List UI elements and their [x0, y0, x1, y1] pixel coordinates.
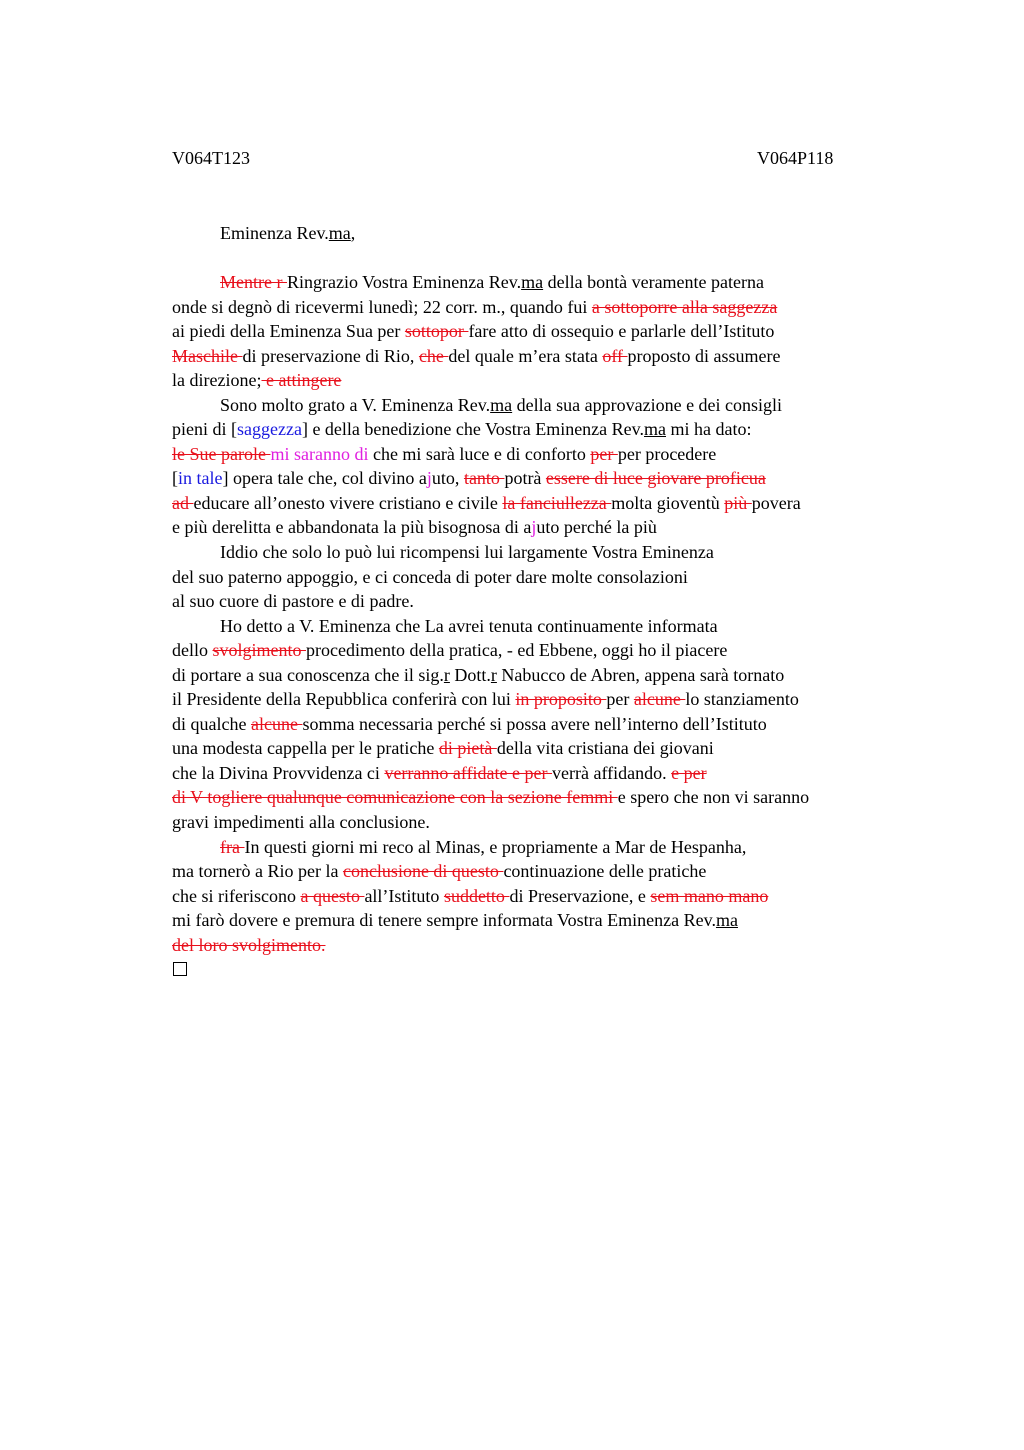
- letter-line: [172, 687, 912, 712]
- letter-line: [172, 565, 912, 590]
- deleted-text: fra: [220, 836, 245, 857]
- letter-line: [172, 393, 912, 418]
- letter-line: [172, 663, 912, 688]
- text-segment: [: [172, 468, 178, 489]
- text-segment: lo stanziamento: [685, 689, 799, 710]
- text-segment: Dott.: [449, 664, 491, 685]
- letter-line: [172, 614, 912, 639]
- deleted-text: e per: [671, 762, 707, 783]
- text-segment: il Presidente della Repubblica conferirà con lui: [172, 689, 516, 710]
- deleted-text: tanto: [463, 468, 505, 489]
- deleted-text: sem mano mano: [650, 885, 769, 906]
- letter-line: [172, 540, 912, 565]
- inserted-text: j: [531, 517, 537, 538]
- letter-line: [172, 344, 912, 369]
- text-segment: di qualche: [172, 713, 251, 734]
- text-segment: Ho detto a V. Eminenza che La avrei tenuta continuamente informata: [220, 615, 718, 636]
- text-segment: uto perché la più: [536, 517, 657, 538]
- text-segment: di portare a sua conoscenza che il sig.: [172, 664, 444, 685]
- text-segment: onde si degnò di ricevermi lunedì; 22 corr. m., quando fui: [172, 296, 592, 317]
- letter-line: [172, 515, 912, 540]
- text-segment: di Preservazione, e: [509, 885, 651, 906]
- text-segment: molta gioventù: [611, 492, 725, 513]
- letter-line: [172, 295, 912, 320]
- salutation-comma: ,: [350, 223, 356, 243]
- abbreviation-underlined: r: [443, 664, 450, 685]
- deleted-text: le Sue parole: [172, 443, 271, 464]
- text-segment: In questi giorni mi reco al Minas, e propriamente a Mar de Hespanha,: [244, 836, 747, 857]
- letter-line: [172, 761, 912, 786]
- letter-line: [172, 785, 912, 810]
- bracketed-insertion: saggezza: [237, 419, 302, 440]
- deleted-text: la fanciullezza: [502, 492, 612, 513]
- abbreviation-underlined: ma: [521, 272, 544, 292]
- deleted-text: verranno affidate e per: [384, 762, 553, 783]
- text-segment: Sono molto grato a V. Eminenza Rev.: [220, 394, 491, 415]
- text-segment: continuazione delle pratiche: [503, 861, 707, 882]
- text-segment: mi ha dato:: [666, 419, 752, 440]
- letter-line: [172, 417, 912, 442]
- letter-line: [172, 712, 912, 737]
- text-segment: che la Divina Provvidenza ci: [172, 762, 385, 783]
- salutation-text: Eminenza Rev.: [220, 223, 329, 243]
- text-segment: Nabucco de Abren, appena sarà tornato: [496, 664, 785, 685]
- deleted-text: sottopor: [404, 321, 469, 342]
- text-segment: ] e della benedizione che Vostra Eminenza Rev.: [301, 419, 644, 440]
- text-segment: educare all’onesto vivere cristiano e civile: [193, 492, 503, 513]
- deleted-text: di pietà: [438, 738, 497, 759]
- letter-line: [172, 491, 912, 516]
- end-of-document-box-icon: [173, 962, 187, 976]
- document-code-left: V064T123: [172, 148, 250, 168]
- deleted-text: Mentre r: [220, 272, 287, 292]
- text-segment: dello: [172, 640, 213, 661]
- salutation: [220, 222, 355, 244]
- end-marker-line: [172, 957, 912, 982]
- letter-line: [172, 368, 912, 393]
- deleted-text: che: [418, 345, 449, 366]
- salutation-abbrev: ma: [328, 223, 351, 243]
- deleted-text: alcune: [250, 713, 303, 734]
- inserted-text: j: [426, 468, 432, 489]
- text-segment: della sua approvazione e dei consigli: [512, 394, 783, 415]
- letter-line: [172, 933, 912, 958]
- deleted-text: suddetto: [443, 885, 510, 906]
- deleted-text: più: [724, 492, 752, 513]
- text-segment: uto,: [431, 468, 464, 489]
- text-segment: ] opera tale che, col divino a: [222, 468, 427, 489]
- deleted-text: e attingere: [261, 370, 342, 391]
- text-segment: della vita cristiana dei giovani: [496, 738, 714, 759]
- abbreviation-underlined: ma: [715, 910, 738, 931]
- text-segment: del quale m’era stata: [448, 345, 603, 366]
- abbreviation-underlined: ma: [490, 394, 513, 415]
- deleted-text: conclusione di questo: [342, 861, 504, 882]
- deleted-text: a questo: [300, 885, 365, 906]
- text-segment: Iddio che solo lo può lui ricompensi lui largamente Vostra Eminenza: [220, 542, 714, 563]
- text-segment: una modesta cappella per le pratiche: [172, 738, 439, 759]
- text-segment: povera: [751, 492, 801, 513]
- letter-line: [172, 319, 912, 344]
- text-segment: pieni di [: [172, 419, 237, 440]
- deleted-text: in proposito: [515, 689, 607, 710]
- text-segment: al suo cuore di pastore e di padre.: [172, 591, 414, 612]
- text-segment: verrà affidando.: [552, 762, 672, 783]
- deleted-text: svolgimento: [212, 640, 306, 661]
- abbreviation-underlined: ma: [644, 419, 666, 440]
- deleted-text: ad: [172, 492, 194, 513]
- text-segment: mi farò dovere e premura di tenere sempre informata Vostra Eminenza Rev.: [172, 910, 716, 931]
- text-segment: che si riferiscono: [172, 885, 301, 906]
- deleted-text: di V togliere qualunque comunicazione con la sezione femmi: [172, 787, 618, 808]
- text-segment: gravi impedimenti alla conclusione.: [172, 812, 430, 833]
- deleted-text: off: [602, 345, 628, 366]
- bracketed-insertion: in tale: [178, 468, 223, 489]
- letter-line: [172, 466, 912, 491]
- letter-line: [172, 810, 912, 835]
- deleted-text: per: [590, 443, 618, 464]
- text-segment: che mi sarà luce e di conforto: [368, 443, 591, 464]
- text-segment: e spero che non vi saranno: [617, 787, 810, 808]
- letter-line: [172, 835, 912, 860]
- letter-line: [172, 589, 912, 614]
- letter-line: [172, 859, 912, 884]
- letter-line: [172, 884, 912, 909]
- letter-line: [172, 736, 912, 761]
- text-segment: della bontà veramente paterna: [543, 272, 764, 292]
- abbreviation-underlined: r: [490, 664, 497, 685]
- text-segment: per: [606, 689, 634, 710]
- text-segment: per procedere: [617, 443, 717, 464]
- deleted-text: Maschile: [172, 345, 243, 366]
- letter-line: [172, 442, 912, 467]
- document-code-right: V064P118: [757, 148, 834, 168]
- letter-line: [172, 638, 912, 663]
- text-segment: potrà: [504, 468, 546, 489]
- letter-line: [172, 908, 912, 933]
- text-segment: ma tornerò a Rio per la: [172, 861, 343, 882]
- text-segment: all’Istituto: [364, 885, 444, 906]
- text-segment: Ringrazio Vostra Eminenza Rev.: [286, 272, 522, 292]
- text-segment: proposto di assumere: [627, 345, 781, 366]
- text-segment: ai piedi della Eminenza Sua per: [172, 321, 405, 342]
- text-segment: di preservazione di Rio,: [242, 345, 419, 366]
- deleted-text: del loro svolgimento.: [172, 934, 326, 955]
- letter-body: [172, 270, 912, 982]
- letter-line: [172, 270, 912, 295]
- text-segment: fare atto di ossequio e parlarle dell’Istituto: [468, 321, 775, 342]
- deleted-text: a sottoporre alla saggezza: [591, 296, 778, 317]
- text-segment: e più derelitta e abbandonata la più bisognosa di a: [172, 517, 532, 538]
- deleted-text: essere di luce giovare proficua: [545, 468, 766, 489]
- text-segment: la direzione;: [172, 370, 262, 391]
- inserted-text: mi saranno di: [270, 443, 369, 464]
- deleted-text: alcune: [633, 689, 686, 710]
- text-segment: procedimento della pratica, - ed Ebbene, oggi ho il piacere: [306, 640, 728, 661]
- text-segment: somma necessaria perché si possa avere nell’interno dell’Istituto: [302, 713, 767, 734]
- text-segment: del suo paterno appoggio, e ci conceda di poter dare molte consolazioni: [172, 566, 688, 587]
